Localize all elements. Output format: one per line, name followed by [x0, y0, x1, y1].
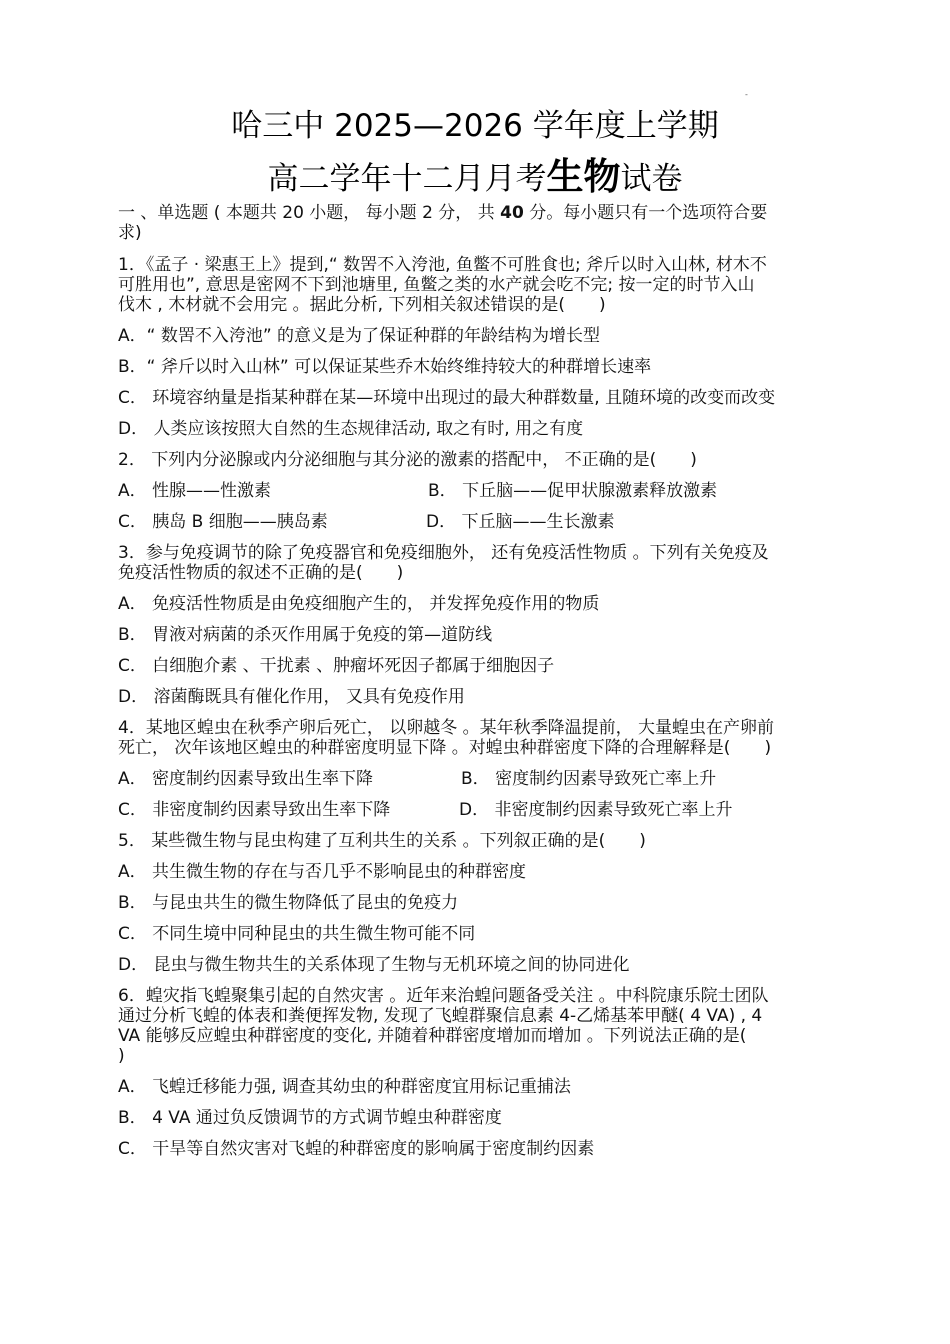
stem-line: 3．参与免疫调节的除了免疫器官和免疫细胞外， 还有免疫活性物质 。下列有关免疫及	[118, 543, 769, 563]
option-b: B． 胃液对病菌的杀灭作用属于免疫的第—道防线	[118, 625, 493, 645]
stem-line: 6．蝗灾指飞蝗聚集引起的自然灾害 。近年来治蝗问题备受关注 。中科院康乐院士团队	[118, 986, 769, 1006]
option-a: A． 共生微生物的存在与否几乎不影响昆虫的种群密度	[118, 862, 527, 882]
option-b: B． 与昆虫共生的微生物降低了昆虫的免疫力	[118, 893, 459, 913]
option-c: C． 环境容纳量是指某种群在某—环境中出现过的最大种群数量, 且随环境的改变而改变	[118, 388, 776, 408]
option-d: D． 溶菌酶既具有催化作用， 又具有免疫作用	[118, 687, 465, 707]
option-row-ab	[118, 481, 842, 501]
question-stem	[118, 986, 842, 1066]
stem-line: )	[118, 1046, 125, 1066]
option-a: A． 飞蝗迁移能力强, 调查其幼虫的种群密度宜用标记重捕法	[118, 1077, 571, 1097]
option-b: B．“ 斧斤以时入山林” 可以保证某些乔木始终维持较大的种群增长速率	[118, 357, 652, 377]
question-1	[118, 255, 842, 439]
question-6	[118, 986, 842, 1159]
question-stem	[118, 255, 842, 315]
option-c: C． 不同生境中同种昆虫的共生微生物可能不同	[118, 924, 476, 944]
option-a: A．“ 数罟不入洿池” 的意义是为了保证种群的年龄结构为增长型	[118, 326, 601, 346]
corner-mark: -	[745, 90, 748, 99]
option-c: C． 干旱等自然灾害对飞蝗的种群密度的影响属于密度制约因素	[118, 1139, 595, 1159]
question-stem	[118, 543, 842, 583]
stem-line: 伐木 , 木材就不会用完 。据此分析, 下列相关叙述错误的是( )	[118, 295, 606, 315]
section-header-line-1	[118, 203, 842, 223]
option-b: B． 密度制约因素导致死亡率上升	[461, 769, 717, 789]
stem-line: 可胜用也”, 意思是密网不下到池塘里, 鱼鳖之类的水产就会吃不完; 按一定的时节入山	[118, 275, 755, 295]
question-3	[118, 543, 842, 707]
section-header	[118, 203, 842, 243]
option-a: A． 性腺——性激素	[118, 481, 272, 501]
question-stem	[118, 831, 842, 851]
exam-content	[118, 203, 842, 1170]
option-row-cd	[118, 800, 842, 820]
option-d: D． 人类应该按照大自然的生态规律活动, 取之有时, 用之有度	[118, 419, 584, 439]
exam-title-line-1: 哈三中 2025—2026 学年度上学期	[231, 108, 719, 144]
option-row-ab	[118, 769, 842, 789]
section-score: 40	[500, 203, 524, 223]
stem-line: 4．某地区蝗虫在秋季产卵后死亡， 以卵越冬 。某年秋季降温提前， 大量蝗虫在产卵前	[118, 718, 775, 738]
option-d: D． 非密度制约因素导致死亡率上升	[459, 800, 733, 820]
stem-line: 通过分析飞蝗的体表和粪便挥发物, 发现了飞蝗群聚信息素 4-乙烯基苯甲醚( 4 VA) , 4	[118, 1006, 763, 1026]
stem-line: 5． 某些微生物与昆虫构建了互利共生的关系 。下列叙正确的是( )	[118, 831, 646, 851]
option-a: A． 密度制约因素导致出生率下降	[118, 769, 374, 789]
stem-line: VA 能够反应蝗虫种群密度的变化, 并随着种群密度增加而增加 。下列说法正确的是(	[118, 1026, 747, 1046]
option-c: C． 胰岛 B 细胞——胰岛素	[118, 512, 328, 532]
section-suffix: 分。每小题只有一个选项符合要	[523, 203, 768, 223]
option-d: D． 昆虫与微生物共生的关系体现了生物与无机环境之间的协同进化	[118, 955, 630, 975]
question-5	[118, 831, 842, 975]
section-prefix: 一 、单选题 ( 本题共 20 小题， 每小题 2 分， 共	[118, 203, 501, 223]
question-2	[118, 450, 842, 532]
option-a: A． 免疫活性物质是由免疫细胞产生的， 并发挥免疫作用的物质	[118, 594, 600, 614]
question-stem	[118, 450, 842, 470]
question-4	[118, 718, 842, 820]
stem-line: 死亡， 次年该地区蝗虫的种群密度明显下降 。对蝗虫种群密度下降的合理解释是( )	[118, 738, 772, 758]
exam-title-line-2	[0, 155, 950, 201]
title-suffix: 试卷	[620, 161, 683, 197]
option-c: C． 白细胞介素 、干扰素 、肿瘤坏死因子都属于细胞因子	[118, 656, 555, 676]
title-subject: 生物	[546, 155, 621, 198]
option-c: C． 非密度制约因素导致出生率下降	[118, 800, 391, 820]
section-header-line-2: 求)	[118, 223, 142, 243]
stem-line: 1．《孟子 · 梁惠王上》提到,“ 数罟不入洿池, 鱼鳖不可胜食也; 斧斤以时入山林, 材木不	[118, 255, 767, 275]
stem-line: 2． 下列内分泌腺或内分泌细胞与其分泌的激素的搭配中， 不正确的是( )	[118, 450, 697, 470]
question-stem	[118, 718, 842, 758]
option-b: B． 下丘脑——促甲状腺激素释放激素	[428, 481, 718, 501]
option-row-cd	[118, 512, 842, 532]
option-b: B． 4 VA 通过负反馈调节的方式调节蝗虫种群密度	[118, 1108, 502, 1128]
option-d: D． 下丘脑——生长激素	[426, 512, 615, 532]
title-prefix: 高二学年十二月月考	[267, 161, 547, 197]
stem-line: 免疫活性物质的叙述不正确的是( )	[118, 563, 404, 583]
